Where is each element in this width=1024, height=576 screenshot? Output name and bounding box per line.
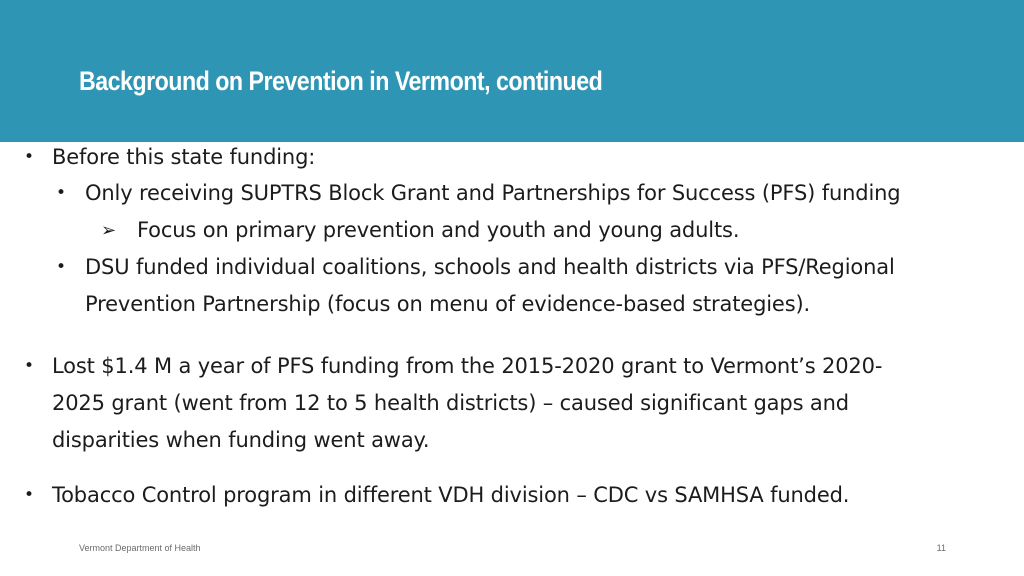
bullet-item	[24, 477, 1002, 514]
slide-title: Background on Prevention in Vermont, continued	[79, 66, 603, 96]
bullet-item	[24, 348, 1002, 459]
footer-organization: Vermont Department of Health	[79, 543, 201, 553]
bullet-text-line: Lost $1.4 M a year of PFS funding from the 2015-2020 grant to Vermont’s 2020-	[52, 354, 883, 378]
bullet-text: Before this state funding:	[52, 145, 316, 169]
bullet-text-line: disparities when funding went away.	[52, 428, 430, 452]
bullet-dot-icon: •	[24, 147, 34, 167]
bullet-text-line: DSU funded individual coalitions, schools and health districts via PFS/Regional	[85, 255, 895, 279]
bullet-text: Only receiving SUPTRS Block Grant and Partnerships for Success (PFS) funding	[85, 181, 901, 205]
bullet-text-line: 2025 grant (went from 12 to 5 health districts) – caused significant gaps and	[52, 391, 849, 415]
bullet-dot-icon: •	[24, 485, 34, 505]
bullet-item	[24, 139, 1002, 176]
bullet-dot-icon: •	[56, 183, 66, 203]
sub-sub-bullet-item	[101, 212, 997, 249]
page-number: 11	[936, 543, 946, 553]
arrow-bullet-icon: ➢	[101, 220, 116, 241]
bullet-text: Tobacco Control program in different VDH division – CDC vs SAMHSA funded.	[52, 483, 850, 507]
bullet-dot-icon: •	[24, 356, 34, 376]
bullet-text-line: Prevention Partnership (focus on menu of evidence-based strategies).	[85, 292, 811, 316]
bullet-dot-icon: •	[56, 257, 66, 277]
sub-bullet-item	[56, 175, 1015, 212]
sub-bullet-item	[56, 249, 1015, 323]
bullet-text: Focus on primary prevention and youth and young adults.	[137, 218, 740, 242]
